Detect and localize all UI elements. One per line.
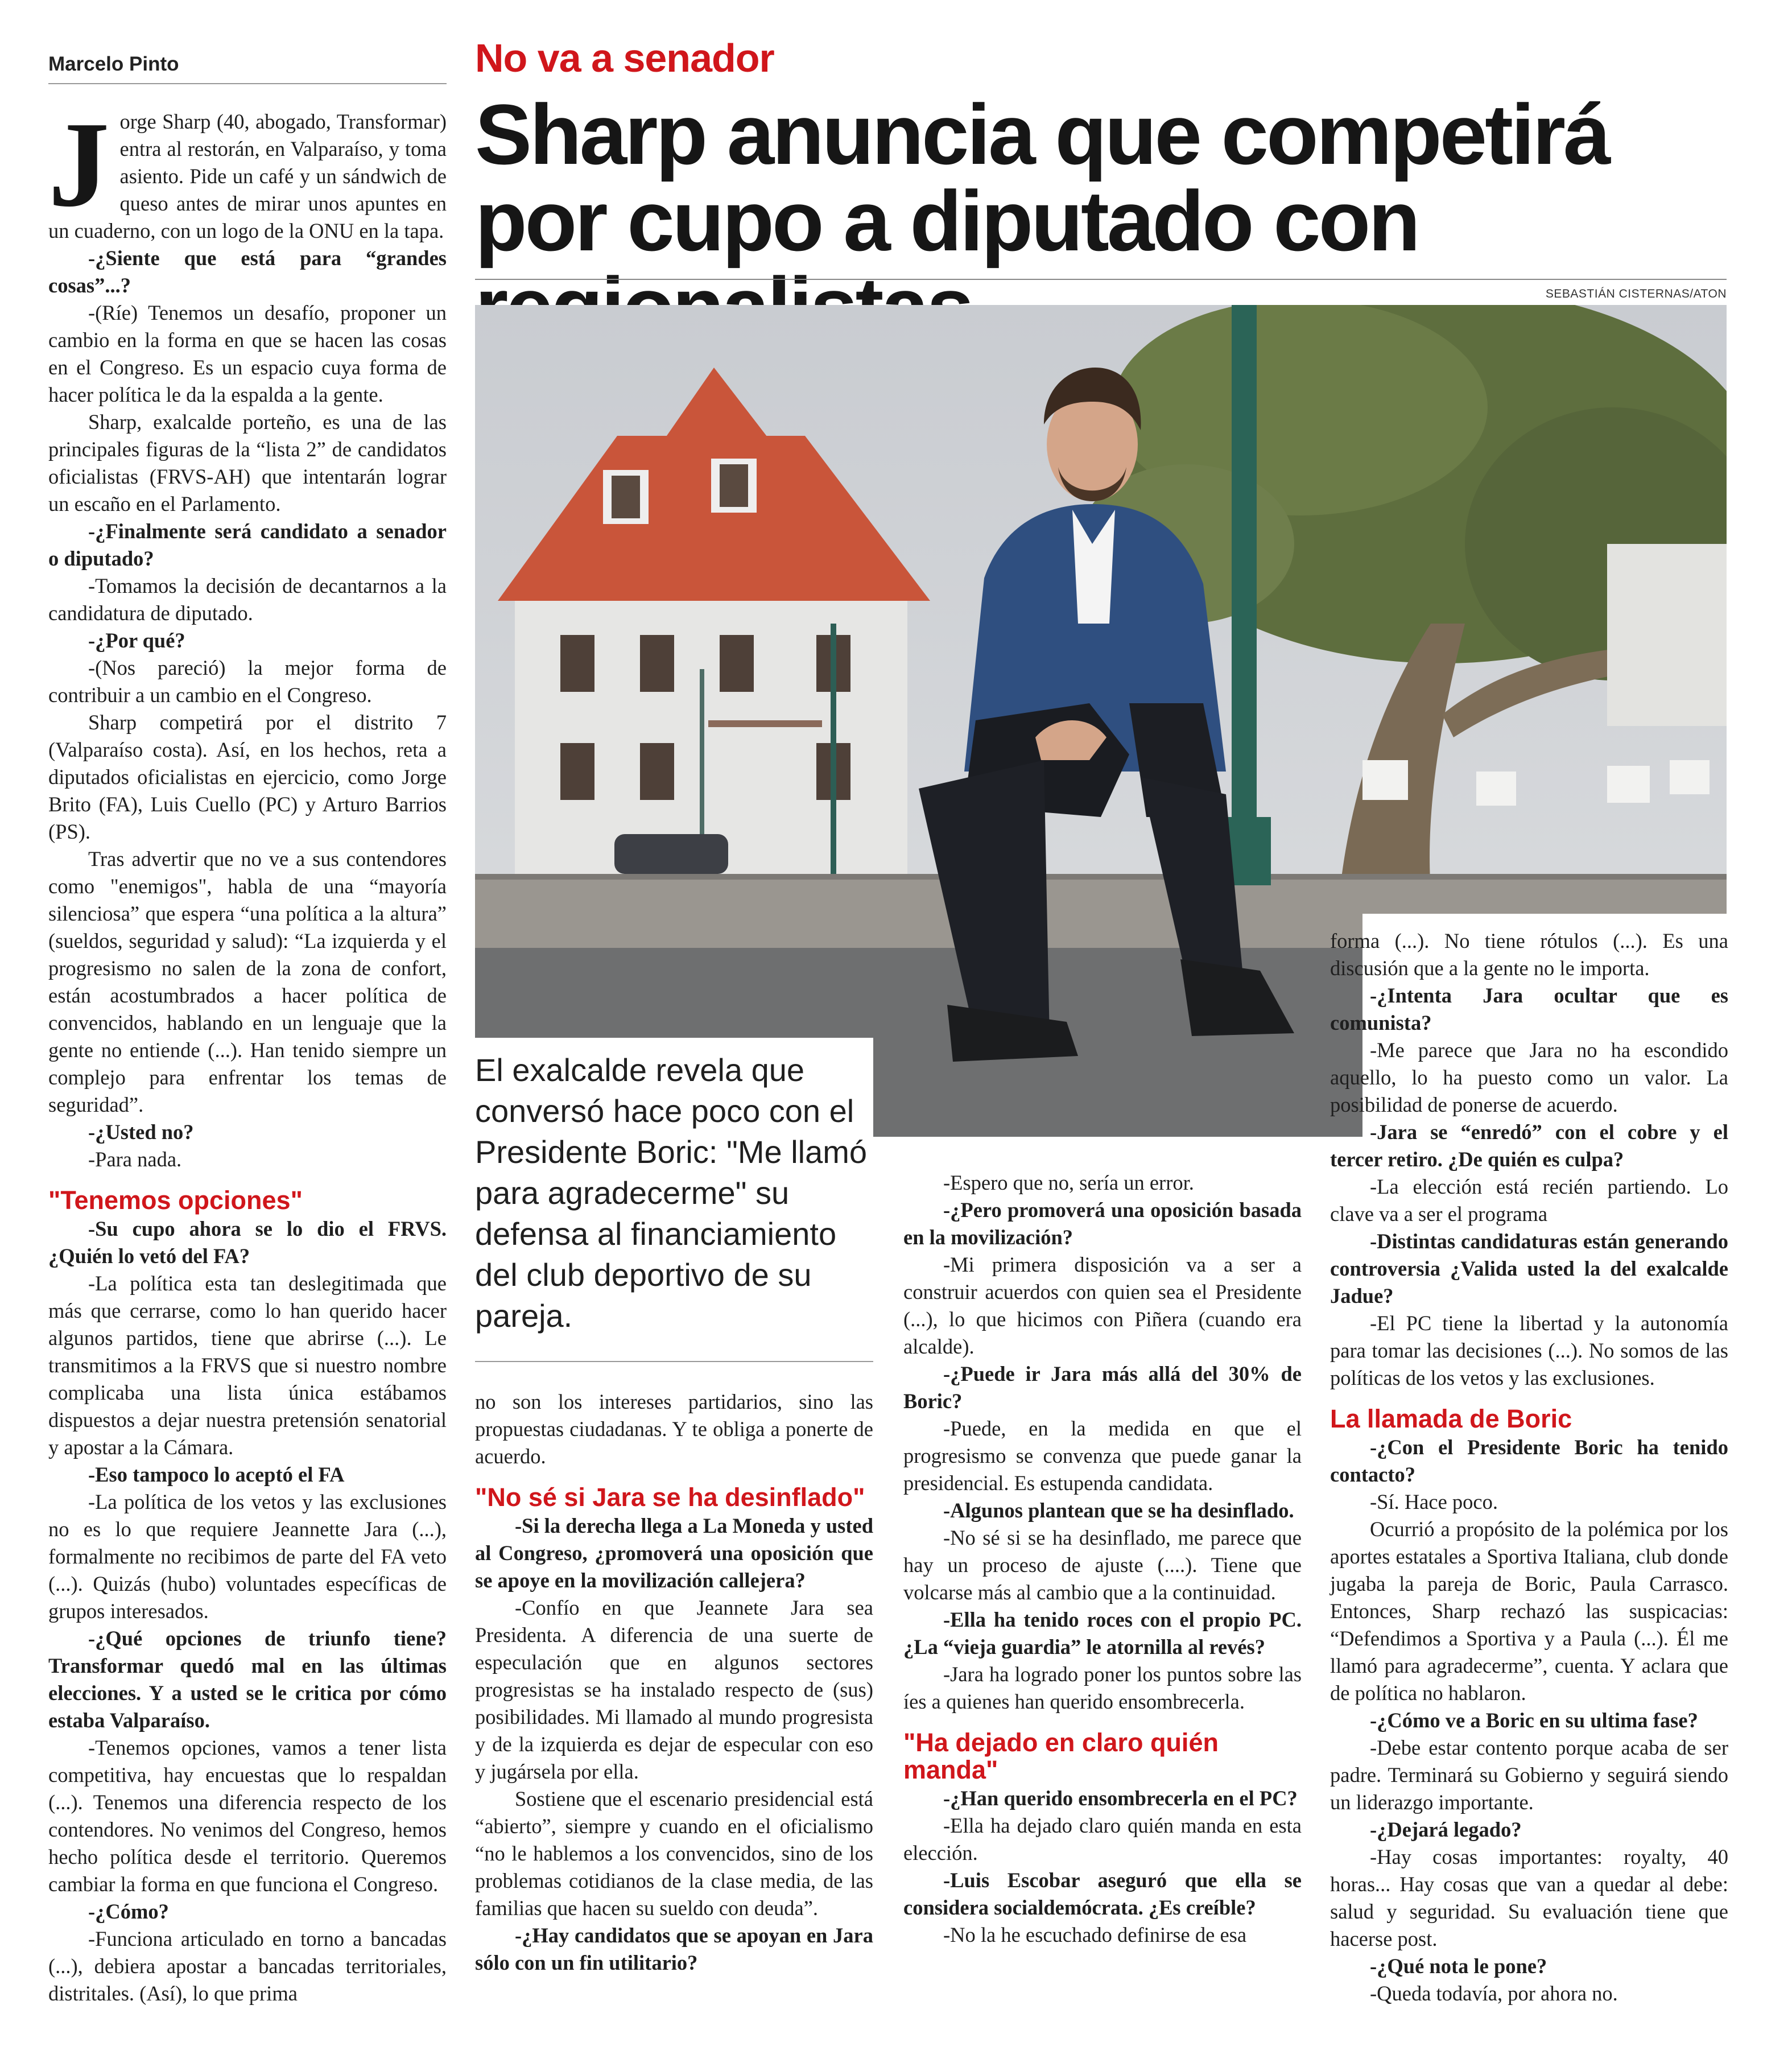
paragraph: -Funciona articulado en torno a bancadas (...), debiera apostar a bancadas territoriales, distritales. (Así), lo que prima bbox=[48, 1927, 447, 2005]
deck-summary: El exalcalde revela que conversó hace poco con el Presidente Boric: "Me llamó para agradecerme" su defensa al financiamiento del club deportivo de su pareja. bbox=[475, 1052, 868, 1334]
subhead: "Tenemos opciones" bbox=[48, 1186, 303, 1215]
paragraph: -Tenemos opciones, vamos a tener lista competitiva, hay encuestas que lo respaldan (...). Tenemos una diferencia respecto de los contendores. No venimos del Congreso, hemos hecho política desde el territorio. Queremos cambiar la forma en que funciona el Congreso. bbox=[48, 1736, 447, 1896]
question: -¿Cómo? bbox=[88, 1900, 169, 1923]
question: -¿Han querido ensombrecerla en el PC? bbox=[943, 1787, 1298, 1810]
paragraph: Sostiene que el escenario presidencial está “abierto”, siempre y cuando en el oficialismo “no le hablemos a los convencidos, sino de los problemas cotidianos de la clase media, de las familias que hacen su sueldo con deuda”. bbox=[475, 1787, 873, 1920]
paragraph: -El PC tiene la libertad y la autonomía para tomar las decisiones (...). No somos de las políticas de los vetos y las exclusiones. bbox=[1330, 1311, 1728, 1389]
column-3 bbox=[903, 1169, 1302, 1949]
subhead: "Ha dejado en claro quién manda" bbox=[903, 1728, 1219, 1784]
headline: Sharp anuncia que competirá por cupo a diputado con bbox=[475, 86, 1609, 269]
paragraph: -Tomamos la decisión de decantarnos a la candidatura de diputado. bbox=[48, 574, 447, 625]
byline-rule bbox=[48, 83, 447, 84]
paragraph: Tras advertir que no ve a sus contendores como "enemigos", habla de una “mayoría silenciosa” que espera “una política a la altura” (sueldos, seguridad y salud): “La izquierda y el progresismo no salen de la zona de confort, están acostumbrados a hacer política de convencidos, hablando en un lenguaje que la gente no entiende (...). Han tenido siempre un complejo para enfrentar los temas de seguridad”. bbox=[48, 847, 447, 1116]
paragraph: forma (...). No tiene rótulos (...). Es una discusión que a la gente no le importa. bbox=[1330, 929, 1728, 980]
question: -Su cupo ahora se lo dio el FRVS. ¿Quién lo vetó del FA? bbox=[48, 1217, 447, 1268]
dropcap: J bbox=[48, 96, 110, 232]
kicker: No va a senador bbox=[475, 36, 774, 80]
paragraph: Sharp, exalcalde porteño, es una de las principales figuras de la “lista 2” de candidatos oficialistas (FRVS-AH) que intentarán lograr un escaño en el Parlamento. bbox=[48, 410, 447, 515]
paragraph: -La política de los vetos y las exclusiones no es lo que requiere Jeannette Jara (...), formalmente no recibimos de parte del FA veto (...). Quizás (hubo) voluntades específicas de grupos interesados. bbox=[48, 1490, 447, 1623]
paragraph: -Para nada. bbox=[88, 1148, 182, 1171]
question: -¿Puede ir Jara más allá del 30% de Boric? bbox=[903, 1362, 1302, 1413]
subhead: La llamada de Boric bbox=[1330, 1404, 1572, 1433]
paragraph: -(Ríe) Tenemos un desafío, proponer un cambio en la forma en que se hacen las cosas en el Congreso. Es un espacio cuya forma de hacer política le da la espalda a la gente. bbox=[48, 301, 447, 406]
paragraph: orge Sharp (40, abogado, Transformar) entra al restorán, en Valparaíso, y toma asiento. Pide un café y un sándwich de queso antes de mirar unos apuntes en un cuaderno, con un logo de la ONU en la tapa. bbox=[48, 110, 447, 242]
question: -¿Pero promoverá una oposición basada en la movilización? bbox=[903, 1198, 1302, 1249]
question: -Jara se “enredó” con el cobre y el tercer retiro. ¿De quién es culpa? bbox=[1330, 1120, 1728, 1171]
question: -¿Qué opciones de triunfo tiene? Transformar quedó mal en las últimas elecciones. Y a usted se le critica por cómo estaba Valparaíso. bbox=[48, 1627, 447, 1732]
paragraph: -Confío en que Jeannete Jara sea Presidenta. A diferencia de una suerte de especulación que en algunos sectores progresistas se ha instalado respecto de (sus) posibilidades. Mi llamado al mundo progresista y de la izquierda es dejar de especular con eso y jugársela por ella. bbox=[475, 1596, 873, 1783]
question: -Distintas candidaturas están generando controversia ¿Valida usted la del exalcalde Jadue? bbox=[1330, 1230, 1728, 1307]
question: -¿Por qué? bbox=[88, 629, 185, 652]
question: -¿Hay candidatos que se apoyan en Jara sólo con un fin utilitario? bbox=[475, 1924, 873, 1974]
column-1 bbox=[48, 96, 447, 2007]
paragraph: -Mi primera disposición va a ser a construir acuerdos con quien sea el Presidente (...), lo que hicimos con Piñera (cuando era alcalde). bbox=[903, 1253, 1302, 1358]
question: -Ella ha tenido roces con el propio PC. ¿La “vieja guardia” le atornilla al revés? bbox=[903, 1608, 1302, 1659]
paragraph: -Me parece que Jara no ha escondido aquello, lo ha puesto como un valor. La posibilidad de ponerse de acuerdo. bbox=[1330, 1038, 1728, 1116]
paragraph: -Espero que no, sería un error. bbox=[943, 1171, 1194, 1194]
question: -Eso tampoco lo aceptó el FA bbox=[88, 1463, 345, 1486]
paragraph: -No sé si se ha desinflado, me parece que hay un proceso de ajuste (....). Tiene que volcarse más al cambio que a la continuidad. bbox=[903, 1526, 1302, 1604]
question: -¿Qué nota le pone? bbox=[1370, 1954, 1547, 1978]
paragraph: -Debe estar contento porque acaba de ser padre. Terminará su Gobierno y seguirá siendo un liderazgo importante. bbox=[1330, 1736, 1728, 1814]
photo-credit: SEBASTIÁN CISTERNAS/ATON bbox=[1545, 287, 1727, 300]
question: -Luis Escobar aseguró que ella se considera socialdemócrata. ¿Es creíble? bbox=[903, 1868, 1302, 1919]
paragraph: -Sí. Hace poco. bbox=[1370, 1490, 1498, 1513]
question: -Si la derecha llega a La Moneda y usted al Congreso, ¿promoverá una oposición que se apoye en la movilización callejera? bbox=[475, 1514, 873, 1592]
paragraph: -No la he escuchado definirse de esa bbox=[943, 1923, 1247, 1946]
question: -¿Usted no? bbox=[88, 1120, 194, 1144]
paragraph: -Puede, en la medida en que el progresismo se convenza que puede ganar la presidencial. Es estupenda candidata. bbox=[903, 1417, 1302, 1495]
paragraph: -La elección está recién partiendo. Lo clave va a ser el programa bbox=[1330, 1175, 1728, 1226]
paragraph: -(Nos pareció) la mejor forma de contribuir a un cambio en el Congreso. bbox=[48, 656, 447, 707]
paragraph: Sharp competirá por el distrito 7 (Valparaíso costa). Así, en los hechos, reta a diputados oficialistas en ejercicio, como Jorge Brito (FA), Luis Cuello (PC) y Arturo Barrios (PS). bbox=[48, 711, 447, 843]
paragraph: -La política esta tan deslegitimada que más que cerrarse, como lo han querido hacer algunos partidos, tiene que abrirse (...). Le transmitimos a la FRVS que si nuestro nombre complicaba una lista única estábamos dispuestos a dejar nuestra pretensión senatorial y apostar a la Cámara. bbox=[48, 1272, 447, 1459]
paragraph: -Ella ha dejado claro quién manda en esta elección. bbox=[903, 1814, 1302, 1864]
subhead: "No sé si Jara se ha desinflado" bbox=[475, 1483, 865, 1512]
question: -¿Finalmente será candidato a senador o diputado? bbox=[48, 519, 447, 570]
paragraph: -Jara ha logrado poner los puntos sobre las íes a quienes han querido ensombrecerla. bbox=[903, 1662, 1302, 1713]
question: -Algunos plantean que se ha desinflado. bbox=[943, 1499, 1294, 1522]
byline: Marcelo Pinto bbox=[48, 53, 179, 75]
paragraph: -Hay cosas importantes: royalty, 40 horas... Hay cosas que van a quedar al debe: salud y seguridad. Su evaluación tiene que hacerse post. bbox=[1330, 1845, 1728, 1950]
headline-rule bbox=[475, 279, 1727, 280]
question: -¿Dejará legado? bbox=[1370, 1818, 1522, 1841]
question: -¿Cómo ve a Boric en su ultima fase? bbox=[1370, 1709, 1698, 1732]
deck-rule bbox=[475, 1361, 873, 1362]
paragraph: no son los intereses partidarios, sino las propuestas ciudadanas. Y te obliga a ponerte de acuerdo. bbox=[475, 1390, 873, 1468]
column-2 bbox=[475, 1388, 873, 1977]
question: -¿Con el Presidente Boric ha tenido contacto? bbox=[1330, 1435, 1728, 1486]
paragraph: -Queda todavía, por ahora no. bbox=[1370, 1982, 1618, 2005]
question: -¿Intenta Jara ocultar que es comunista? bbox=[1330, 984, 1728, 1034]
paragraph: Ocurrió a propósito de la polémica por los aportes estatales a Sportiva Italiana, club donde jugaba la pareja de Boric, Paula Carrasco. Entonces, Sharp rechazó las suspicacias: “Defendimos a Sportiva y a Paula (...). Él me llamó para agradecerme”, cuenta. Y aclara que de política no hablaron. bbox=[1330, 1517, 1728, 1705]
column-4 bbox=[1330, 927, 1728, 2007]
question: -¿Siente que está para “grandes cosas”...? bbox=[48, 246, 447, 297]
